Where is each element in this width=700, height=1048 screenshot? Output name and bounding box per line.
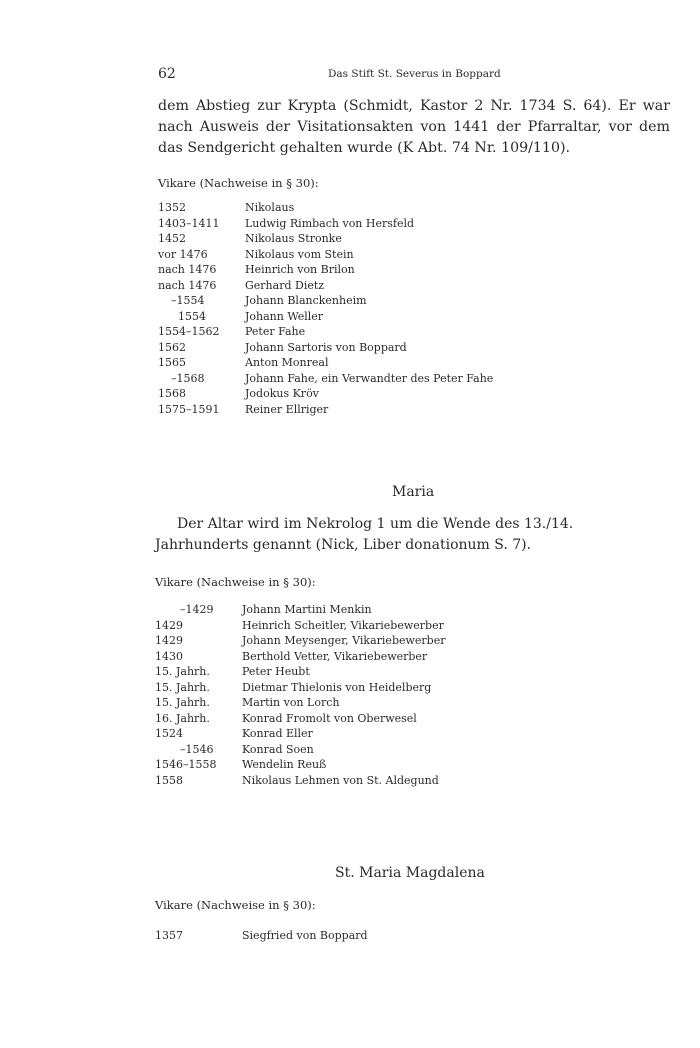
entry-name: Johann Martini Menkin (242, 603, 372, 616)
section-heading-maria-magdalena: St. Maria Magdalena (335, 865, 485, 881)
entry-date: –1546 (180, 742, 214, 756)
entry-date: 1554 (178, 309, 206, 323)
list-item (158, 247, 493, 263)
vikare-list-3 (155, 928, 368, 944)
list-item (155, 649, 445, 665)
entry-name: Johann Meysenger, Vikariebewerber (242, 634, 446, 647)
list-item (158, 386, 493, 402)
list-item (158, 262, 493, 278)
page-number: 62 (158, 66, 176, 82)
entry-name: Peter Heubt (242, 665, 310, 678)
intro-paragraph: dem Abstieg zur Krypta (Schmidt, Kastor 2 Nr. 1734 S. 64). Er war nach Ausweis der Visitationsakten von 1441 der Pfarraltar, vor dem das Sendgericht gehalten wurde (K Abt. 74 Nr. 109/110). (158, 98, 670, 156)
list-item (158, 324, 493, 340)
list-item (155, 602, 445, 618)
vikare-list-1 (158, 200, 493, 417)
entry-date: –1554 (171, 294, 205, 307)
vikare-list-2 (155, 602, 445, 788)
entry-name: Konrad Soen (242, 742, 314, 756)
list-item (155, 695, 445, 711)
entry-date: 15. Jahrh. (155, 680, 210, 694)
running-head: Das Stift St. Severus in Boppard (328, 68, 501, 80)
entry-name: Siegfried von Boppard (242, 929, 368, 942)
list-item (158, 340, 493, 356)
entry-date: 1430 (155, 649, 183, 663)
entry-name: Berthold Vetter, Vikariebewerber (242, 649, 428, 663)
entry-date: 1429 (155, 634, 183, 647)
list-item (155, 928, 368, 944)
entry-date: vor 1476 (158, 247, 208, 261)
list-item (155, 757, 445, 773)
list-item (158, 371, 493, 387)
entry-name: Dietmar Thielonis von Heidelberg (242, 680, 432, 694)
entry-name: Ludwig Rimbach von Hersfeld (245, 216, 415, 230)
entry-name: Anton Monreal (245, 356, 329, 369)
entry-name: Wendelin Reuß (242, 758, 327, 771)
list-item (158, 402, 493, 418)
list-item (155, 711, 445, 727)
list-item (158, 278, 493, 294)
entry-date: 1352 (158, 201, 186, 214)
vikare-subhead-2: Vikare (Nachweise in § 30): (155, 575, 316, 589)
entry-date: 15. Jahrh. (155, 665, 210, 678)
list-item (155, 680, 445, 696)
list-item (158, 216, 493, 232)
vikare-subhead-1: Vikare (Nachweise in § 30): (158, 176, 319, 190)
entry-date: 15. Jahrh. (155, 696, 210, 709)
entry-name: Konrad Eller (242, 727, 313, 740)
page-header (158, 66, 663, 86)
entry-date: –1429 (180, 603, 214, 616)
entry-date: 1575–1591 (158, 402, 220, 416)
entry-date: 1524 (155, 727, 183, 740)
entry-date: 1565 (158, 356, 186, 369)
list-item (158, 231, 493, 247)
entry-date: 1429 (155, 618, 183, 632)
entry-name: Nikolaus (245, 201, 295, 214)
entry-date: nach 1476 (158, 263, 217, 276)
entry-name: Heinrich Scheitler, Vikariebewerber (242, 618, 444, 632)
list-item (155, 773, 445, 789)
entry-date: 1554–1562 (158, 325, 220, 338)
entry-name: Johann Sartoris von Boppard (245, 340, 407, 354)
vikare-subhead-3: Vikare (Nachweise in § 30): (155, 898, 316, 912)
list-item (155, 664, 445, 680)
list-item (155, 726, 445, 742)
entry-date: 1558 (155, 773, 183, 787)
entry-date: –1568 (171, 371, 205, 385)
entry-name: Johann Fahe, ein Verwandter des Peter Fahe (245, 371, 494, 385)
entry-name: Konrad Fromolt von Oberwesel (242, 711, 417, 725)
list-item (158, 355, 493, 371)
entry-date: 1562 (158, 340, 186, 354)
list-item (155, 742, 445, 758)
entry-date: 1403–1411 (158, 216, 220, 230)
entry-name: Gerhard Dietz (245, 278, 325, 292)
list-item (158, 309, 493, 325)
entry-name: Johann Weller (245, 309, 324, 323)
list-item (158, 293, 493, 309)
entry-date: 1452 (158, 232, 186, 245)
maria-paragraph: Der Altar wird im Nekrolog 1 um die Wende des 13./14. Jahrhunderts genannt (Nick, Liber donationum S. 7). (155, 516, 574, 553)
entry-name: Heinrich von Brilon (245, 263, 355, 276)
list-item (158, 200, 493, 216)
list-item (155, 633, 445, 649)
entry-name: Nikolaus vom Stein (245, 247, 354, 261)
entry-name: Johann Blanckenheim (245, 294, 367, 307)
entry-name: Jodokus Kröv (245, 387, 319, 400)
entry-name: Reiner Ellriger (245, 402, 329, 416)
entry-name: Nikolaus Lehmen von St. Aldegund (242, 773, 439, 787)
entry-name: Martin von Lorch (242, 696, 340, 709)
entry-name: Peter Fahe (245, 325, 306, 338)
section-heading-maria: Maria (392, 484, 435, 500)
entry-date: 1546–1558 (155, 758, 217, 771)
entry-date: 1357 (155, 929, 183, 942)
entry-name: Nikolaus Stronke (245, 232, 342, 245)
entry-date: 16. Jahrh. (155, 711, 210, 725)
list-item (155, 618, 445, 634)
entry-date: 1568 (158, 387, 186, 400)
entry-date: nach 1476 (158, 278, 217, 292)
